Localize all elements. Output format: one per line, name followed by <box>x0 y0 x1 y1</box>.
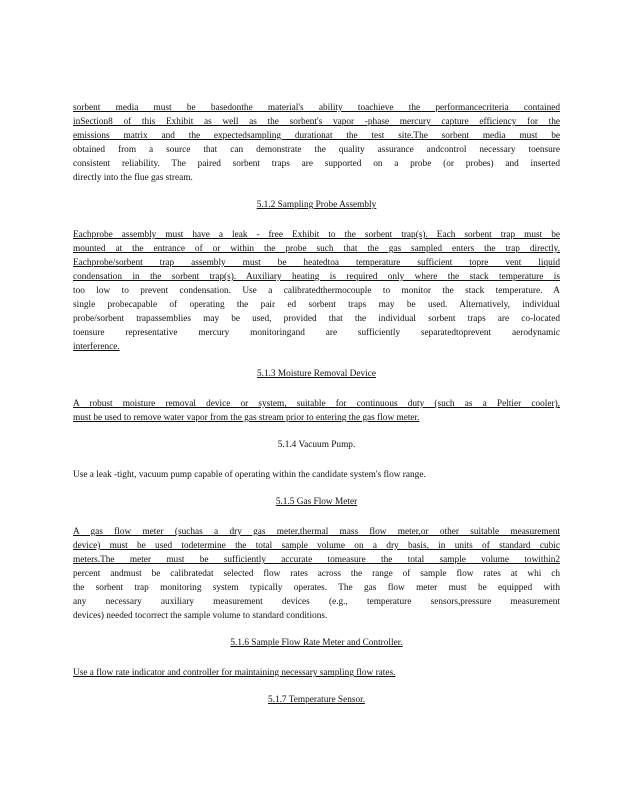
text-line: consistent reliability. The paired sorbent traps are supported on a probe (or probes) and inserted <box>73 159 560 169</box>
section-heading-5-1-5: 5.1.5 Gas Flow Meter <box>275 497 358 507</box>
paragraph-moisture-removal <box>73 397 560 425</box>
text-line: mounted at the entrance of or within the probe such that the gas sampled enters the trap directly. <box>73 244 560 254</box>
text-line: Eachprobe assembly must have a leak - free Exhibit to the sorbent trap(s). Each sorbent trap must be <box>73 230 560 240</box>
section-heading-5-1-7: 5.1.7 Temperature Sensor. <box>267 695 366 705</box>
text-line: single probecapable of operating the pair ed sorbent traps may be used. Alternatively, individual <box>73 300 560 310</box>
paragraph-vacuum-pump <box>73 468 560 482</box>
text-line: interference. <box>73 342 120 352</box>
paragraph-probe-assembly <box>73 228 560 354</box>
text-line: Eachprobe/sorbent trap assembly must be heatedtoa temperature sufficient topre vent liquid <box>73 258 560 268</box>
text-line: device) must be used todetermine the total sample volume on a dry basis, in units of standard cubic <box>73 541 560 551</box>
text-line: meters.The meter must be sufficiently accurate tomeasure the total sample volume towithin2 <box>73 555 560 565</box>
paragraph-sorbent-media <box>73 101 560 185</box>
text-line: A robust moisture removal device or system, suitable for continuous duty (such as a Peltier cooler), <box>73 399 560 409</box>
text-line: sorbent media must be basedonthe material's ability toachieve the performancecriteria contained <box>73 103 560 113</box>
text-line: too low to prevent condensation. Use a calibratedthermocouple to monitor the stack temperature. A <box>73 286 560 296</box>
text-line: obtained from a source that can demonstrate the quality assurance andcontrol necessary toensure <box>73 145 560 155</box>
text-line: emissions matrix and the expectedsampling durationat the test site.The sorbent media must be <box>73 131 560 141</box>
text-line: condensation in the sorbent trap(s). Auxiliary heating is required only where the stack temperature is <box>73 272 560 282</box>
text-line: inSection8 of this Exhibit as well as the sorbent's vapor -phase mercury capture efficiency for the <box>73 117 560 127</box>
paragraph-flow-rate-meter <box>73 666 560 680</box>
section-heading-5-1-2: 5.1.2 Sampling Probe Assembly <box>256 200 377 210</box>
text-line: directly into the flue gas stream. <box>73 173 193 183</box>
section-heading-5-1-6: 5.1.6 Sample Flow Rate Meter and Controller. <box>230 638 403 648</box>
text-line: any necessary auxiliary measurement devices (e.g., temperature sensors,pressure measurement <box>73 597 560 607</box>
text-line: the sorbent trap monitoring system typically operates. The gas flow meter must be equipped with <box>73 583 560 593</box>
section-heading-5-1-4: 5.1.4 Vacuum Pump. <box>277 440 356 450</box>
text-line: Use a flow rate indicator and controller for maintaining necessary sampling flow rates. <box>73 668 396 678</box>
page-content <box>73 101 560 707</box>
text-line: devices) needed tocorrect the sample volume to standard conditions. <box>73 611 328 621</box>
text-line: must be used to remove water vapor from the gas stream prior to entering the gas flow meter. <box>73 413 420 423</box>
text-line: toensure representative mercury monitoringand are sufficiently separatedtoprevent aerodynamic <box>73 328 560 338</box>
paragraph-gas-flow-meter <box>73 525 560 623</box>
text-line: probe/sorbent trapassemblies may be used, provided that the individual sorbent traps are co-located <box>73 314 560 324</box>
text-line: Use a leak -tight, vacuum pump capable of operating within the candidate system's flow range. <box>73 470 426 480</box>
text-line: percent andmust be calibratedat selected flow rates across the range of sample flow rates at whi ch <box>73 569 560 579</box>
text-line: A gas flow meter (suchas a dry gas meter,thermal mass flow meter,or other suitable measurement <box>73 527 560 537</box>
section-heading-5-1-3: 5.1.3 Moisture Removal Device <box>256 369 377 379</box>
